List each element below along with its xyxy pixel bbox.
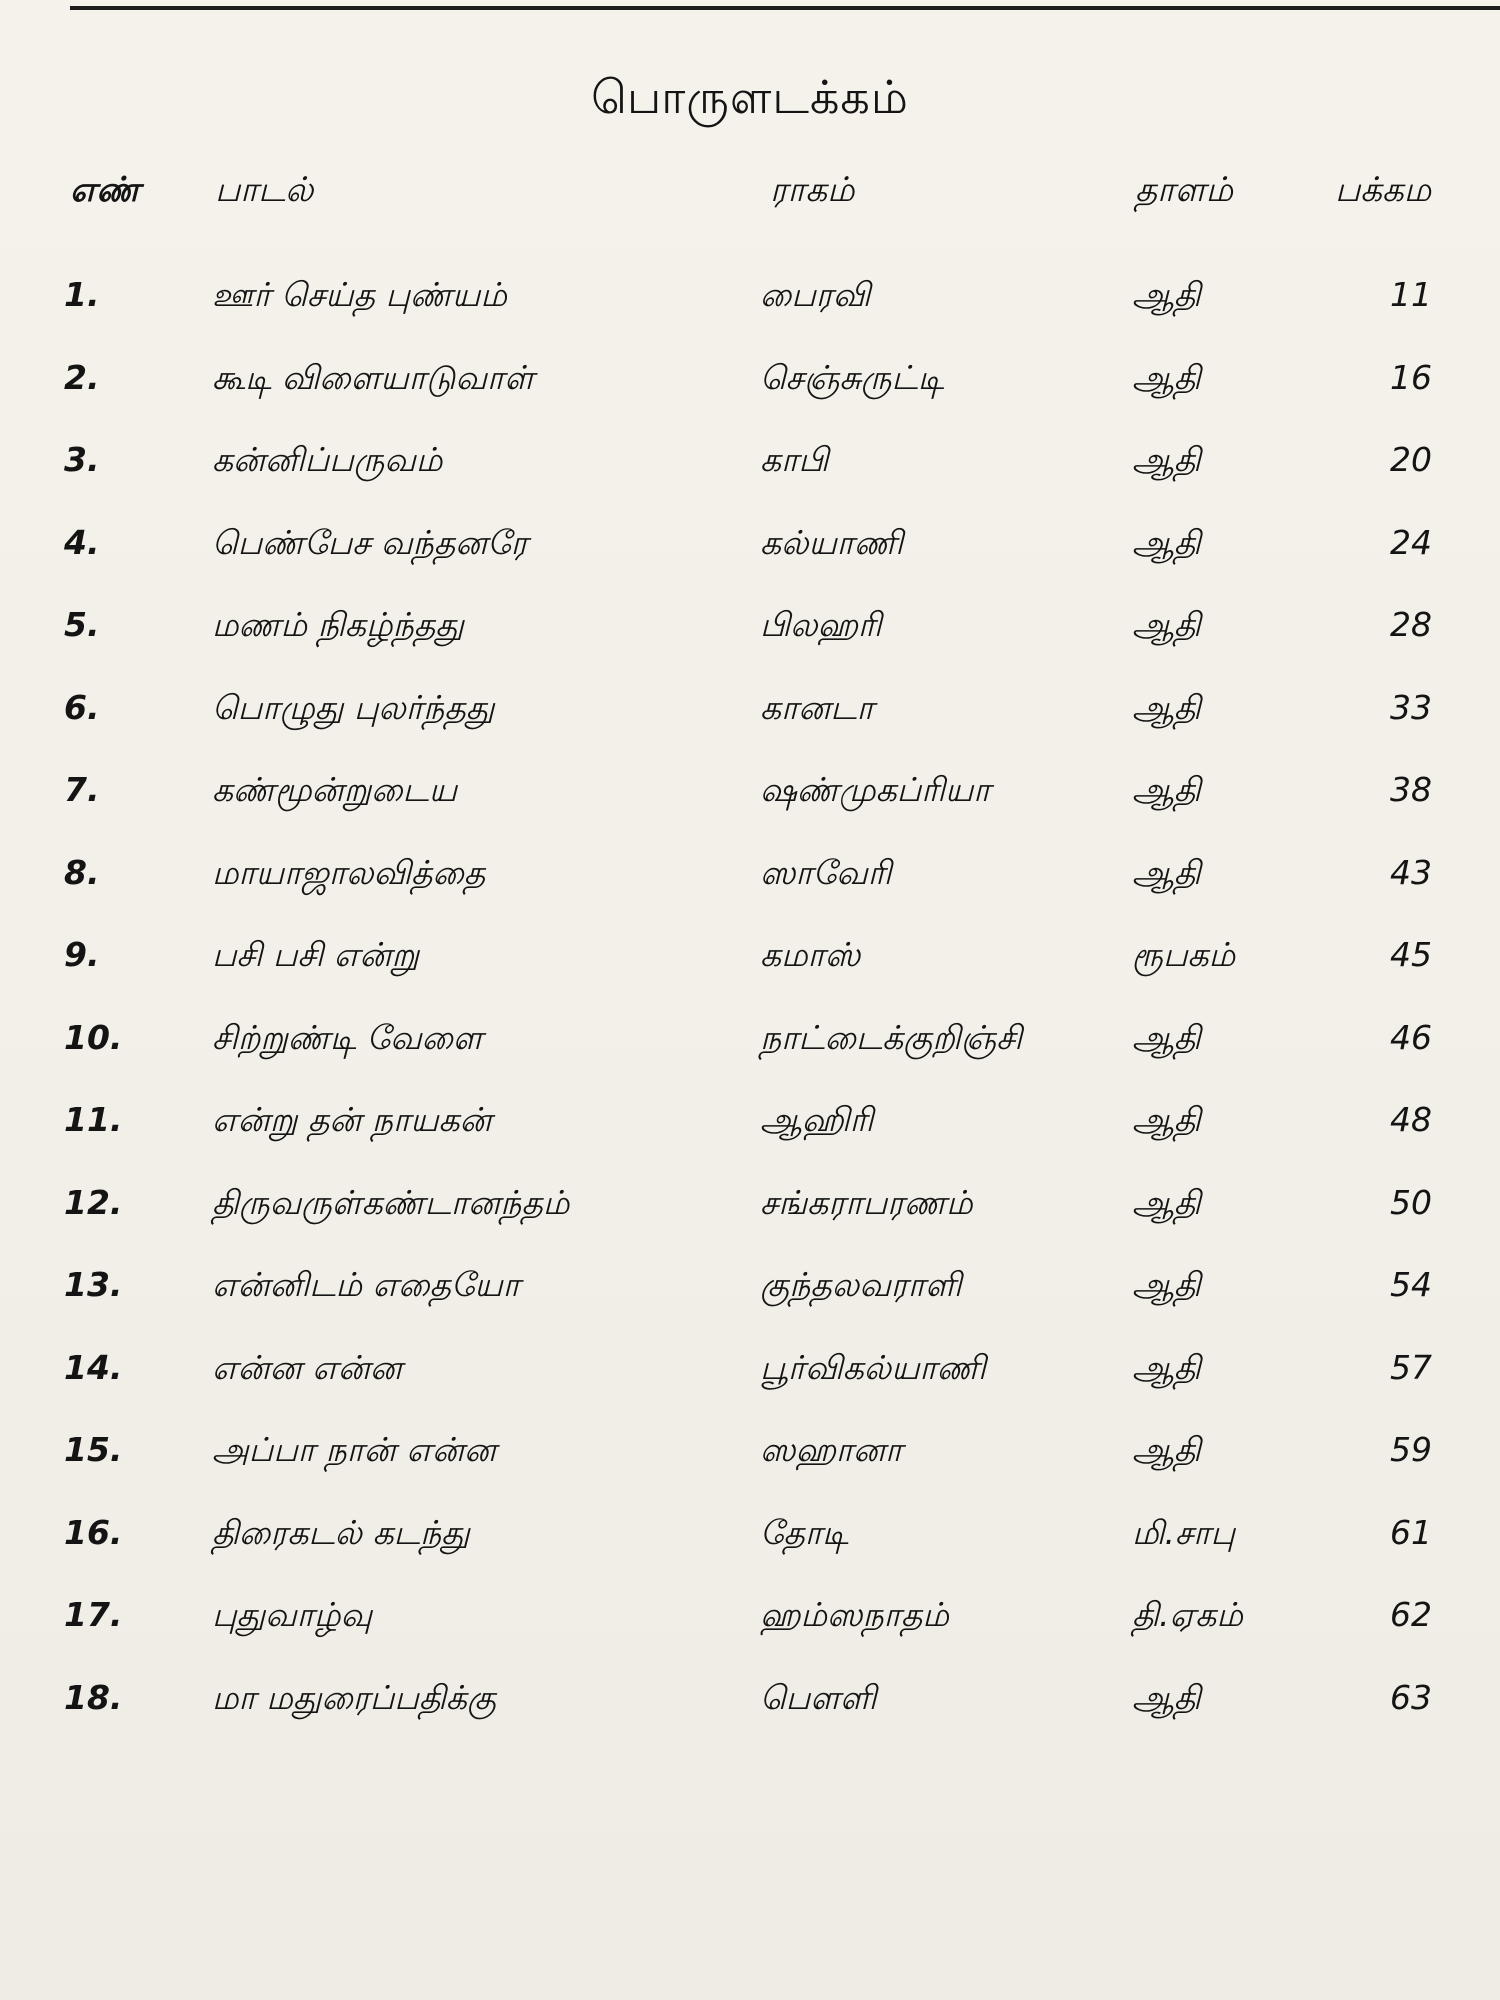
row-page: 54 [1390, 1265, 1432, 1304]
row-number: 17. [64, 1595, 123, 1634]
row-number: 12. [64, 1182, 123, 1222]
row-tala: ஆதி [1132, 1677, 1201, 1717]
row-raga: ஷண்முகப்ரியா [760, 770, 991, 809]
row-tala: ஆதி [1132, 1182, 1201, 1222]
row-song: மாயாஜாலவித்தை [212, 852, 486, 892]
table-row [0, 1018, 1500, 1101]
header-page: பக்கம [1335, 170, 1432, 210]
contents-table [0, 275, 1500, 1760]
row-raga: செஞ்சுருட்டி [760, 357, 945, 397]
row-tala: ஆதி [1132, 440, 1201, 479]
table-row [0, 523, 1500, 606]
row-raga: ஸஹானா [760, 1430, 903, 1469]
table-row [0, 1595, 1500, 1678]
row-page: 11 [1390, 275, 1432, 314]
table-header [0, 170, 1500, 220]
table-row [0, 1100, 1500, 1183]
row-number: 8. [64, 852, 100, 892]
row-number: 13. [64, 1265, 123, 1304]
row-tala: ஆதி [1132, 522, 1201, 562]
row-number: 3. [64, 440, 100, 479]
row-raga: கமாஸ் [760, 935, 861, 974]
table-row [0, 1183, 1500, 1266]
row-raga: பூர்விகல்யாணி [760, 1347, 986, 1387]
row-number: 2. [64, 357, 100, 397]
row-tala: ஆதி [1132, 357, 1201, 397]
row-page: 20 [1390, 440, 1432, 479]
row-page: 48 [1390, 1100, 1432, 1139]
row-tala: ஆதி [1132, 1100, 1201, 1139]
row-song: மணம் நிகழ்ந்தது [212, 605, 464, 644]
row-number: 15. [64, 1430, 123, 1469]
row-song: கூடி விளையாடுவாள் [212, 357, 534, 397]
row-song: கண்மூன்றுடைய [212, 770, 458, 809]
row-tala: ஆதி [1132, 1017, 1201, 1057]
row-song: பெண்பேச வந்தனரே [212, 522, 528, 562]
row-page: 59 [1390, 1430, 1432, 1469]
table-row [0, 688, 1500, 771]
header-song: பாடல் [215, 170, 314, 210]
row-song: பசி பசி என்று [212, 935, 420, 974]
row-raga: சங்கராபரணம் [760, 1182, 973, 1222]
table-row [0, 935, 1500, 1018]
row-tala: ஆதி [1132, 770, 1201, 809]
row-number: 11. [64, 1100, 123, 1139]
table-row [0, 605, 1500, 688]
row-number: 4. [64, 522, 100, 562]
table-row [0, 770, 1500, 853]
row-song: திருவருள்கண்டானந்தம் [212, 1182, 570, 1222]
row-song: மா மதுரைப்பதிக்கு [212, 1677, 497, 1717]
table-row [0, 1513, 1500, 1596]
row-tala: ஆதி [1132, 687, 1201, 727]
row-tala: ஆதி [1132, 1265, 1201, 1304]
row-tala: ரூபகம் [1132, 935, 1236, 974]
row-number: 7. [64, 770, 100, 809]
row-page: 62 [1390, 1595, 1432, 1634]
row-song: என்னிடம் எதையோ [212, 1265, 520, 1304]
row-page: 46 [1390, 1017, 1432, 1057]
row-song: என்று தன் நாயகன் [212, 1100, 492, 1139]
table-row [0, 358, 1500, 441]
row-page: 61 [1390, 1512, 1432, 1552]
row-number: 14. [64, 1347, 123, 1387]
row-page: 16 [1390, 357, 1432, 397]
table-row [0, 1678, 1500, 1761]
row-page: 45 [1390, 935, 1432, 974]
row-raga: குந்தலவராளி [760, 1265, 962, 1304]
row-number: 1. [64, 275, 100, 314]
header-raga: ராகம் [770, 170, 855, 210]
row-page: 24 [1390, 522, 1432, 562]
row-song: திரைகடல் கடந்து [212, 1512, 470, 1552]
row-song: ஊர் செய்த புண்யம் [212, 275, 507, 314]
table-row [0, 1265, 1500, 1348]
row-raga: நாட்டைக்குறிஞ்சி [760, 1017, 1023, 1057]
row-tala: தி.ஏகம் [1132, 1595, 1243, 1634]
table-row [0, 440, 1500, 523]
header-number: எண் [70, 170, 140, 210]
page-title: பொருளடக்கம் [591, 70, 909, 124]
row-song: சிற்றுண்டி வேளை [212, 1017, 483, 1057]
row-number: 9. [64, 935, 100, 974]
header-tala: தாளம் [1135, 170, 1233, 210]
row-raga: காபி [760, 440, 829, 479]
row-page: 28 [1390, 605, 1432, 644]
row-song: என்ன என்ன [212, 1347, 402, 1387]
table-row [0, 275, 1500, 358]
row-raga: கல்யாணி [760, 522, 904, 562]
row-page: 33 [1390, 687, 1432, 727]
row-raga: ஆஹிரி [760, 1100, 874, 1139]
row-number: 5. [64, 605, 100, 644]
row-raga: ஹம்ஸநாதம் [760, 1595, 949, 1634]
row-page: 43 [1390, 852, 1432, 892]
row-page: 63 [1390, 1677, 1432, 1717]
row-number: 18. [64, 1677, 123, 1717]
row-raga: ஸாவேரி [760, 852, 892, 892]
row-tala: ஆதி [1132, 605, 1201, 644]
table-row [0, 1430, 1500, 1513]
row-number: 6. [64, 687, 100, 727]
row-tala: ஆதி [1132, 275, 1201, 314]
row-tala: மி.சாபு [1132, 1512, 1236, 1552]
row-raga: பைரவி [760, 275, 871, 314]
top-rule [70, 6, 1500, 10]
row-song: அப்பா நான் என்ன [212, 1430, 497, 1469]
row-song: பொழுது புலர்ந்தது [212, 687, 495, 727]
row-tala: ஆதி [1132, 1347, 1201, 1387]
row-raga: கானடா [760, 687, 874, 727]
row-tala: ஆதி [1132, 852, 1201, 892]
row-page: 50 [1390, 1182, 1432, 1222]
row-song: புதுவாழ்வு [212, 1595, 373, 1634]
row-number: 16. [64, 1512, 123, 1552]
row-page: 38 [1390, 770, 1432, 809]
row-page: 57 [1390, 1347, 1432, 1387]
row-song: கன்னிப்பருவம் [212, 440, 443, 479]
row-tala: ஆதி [1132, 1430, 1201, 1469]
row-raga: பிலஹரி [760, 605, 882, 644]
table-row [0, 853, 1500, 936]
table-row [0, 1348, 1500, 1431]
row-number: 10. [64, 1017, 123, 1057]
row-raga: பௌளி [760, 1677, 877, 1717]
row-raga: தோடி [760, 1512, 849, 1552]
